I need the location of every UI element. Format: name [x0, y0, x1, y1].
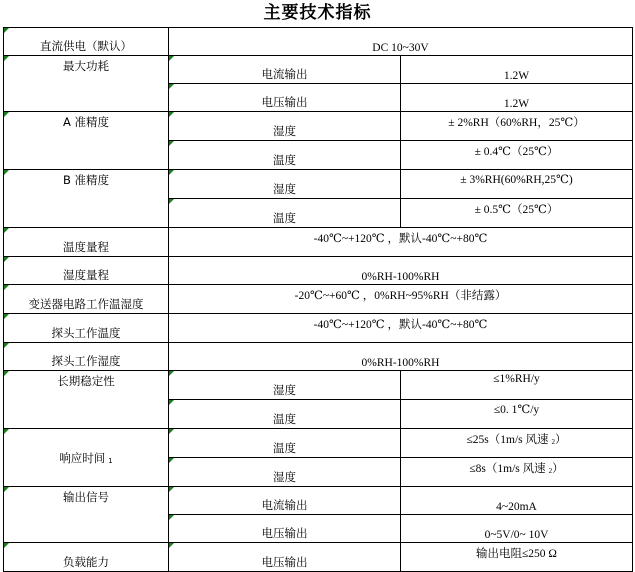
table-row	[4, 429, 633, 458]
row-value: ± 2%RH（60%RH，25℃）	[401, 112, 633, 141]
row-label: 长期稳定性	[4, 371, 169, 429]
row-label: 探头工作湿度	[4, 343, 169, 371]
row-value: 1.2W	[401, 56, 633, 84]
cell-marker	[4, 257, 9, 262]
cell-marker	[169, 371, 174, 376]
row-value: ± 3%RH(60%RH,25℃)	[401, 170, 633, 199]
row-label: A 准精度	[4, 112, 169, 170]
row-label: 最大功耗	[4, 56, 169, 112]
row-value: -20℃~+60℃ ，0%RH~95%RH（非结露）	[169, 285, 633, 314]
cell-marker	[4, 228, 9, 233]
table-row	[4, 487, 633, 515]
cell-marker	[169, 429, 174, 434]
cell-marker	[169, 141, 174, 146]
cell-marker	[169, 56, 174, 61]
cell-marker	[169, 112, 174, 117]
row-sublabel: 温度	[169, 141, 401, 170]
spec-table	[3, 27, 633, 572]
cell-marker	[4, 28, 9, 33]
footnote-marker: 2	[548, 467, 553, 475]
row-value: ± 0.4℃（25℃）	[401, 141, 633, 170]
footnote-marker: 1	[108, 456, 113, 465]
row-sublabel: 湿度	[169, 170, 401, 199]
table-row	[4, 314, 633, 343]
row-label: 直流供电（默认）	[4, 28, 169, 56]
row-value: 0~5V/0~ 10V	[401, 515, 633, 543]
row-label: 温度量程	[4, 228, 169, 257]
row-label: 负载能力	[4, 543, 169, 572]
cell-marker	[169, 458, 174, 463]
cell-marker	[4, 487, 9, 492]
row-label: B 准精度	[4, 170, 169, 228]
cell-marker	[169, 515, 174, 520]
cell-marker	[4, 429, 9, 434]
cell-marker	[4, 56, 9, 61]
cell-marker	[169, 400, 174, 405]
table-row	[4, 170, 633, 199]
row-sublabel: 温度	[169, 400, 401, 429]
table-row	[4, 257, 633, 285]
row-value: -40℃~+120℃ ，默认-40℃~+80℃	[169, 314, 633, 343]
row-value: ≤25s（1m/s 风速 2）	[401, 429, 633, 458]
row-label: 响应时间 1	[4, 429, 169, 487]
row-sublabel: 湿度	[169, 112, 401, 141]
row-label: 探头工作温度	[4, 314, 169, 343]
table-row	[4, 543, 633, 572]
table-row	[4, 228, 633, 257]
row-value: DC 10~30V	[169, 28, 633, 56]
row-sublabel: 电压输出	[169, 84, 401, 112]
table-row	[4, 343, 633, 371]
row-sublabel: 电流输出	[169, 487, 401, 515]
page-title: 主要技术指标	[263, 3, 372, 23]
row-sublabel: 电流输出	[169, 56, 401, 84]
row-value: 0%RH-100%RH	[169, 257, 633, 285]
row-label: 湿度量程	[4, 257, 169, 285]
cell-marker	[4, 112, 9, 117]
table-row	[4, 112, 633, 141]
table-row	[4, 28, 633, 56]
cell-marker	[4, 371, 9, 376]
table-row	[4, 56, 633, 84]
row-value: ≤8s（1m/s 风速 2）	[401, 458, 633, 487]
cell-marker	[4, 285, 9, 290]
row-value: 输出电阻≤250 Ω	[401, 543, 633, 572]
cell-marker	[169, 199, 174, 204]
row-label: 输出信号	[4, 487, 169, 543]
row-label: 变送器电路工作温湿度	[4, 285, 169, 314]
row-value: ≤0. 1℃/y	[401, 400, 633, 429]
row-value: -40℃~+120℃ ，默认-40℃~+80℃	[169, 228, 633, 257]
cell-marker	[4, 170, 9, 175]
row-value: 0%RH-100%RH	[169, 343, 633, 371]
row-value: 1.2W	[401, 84, 633, 112]
row-value: ≤1%RH/y	[401, 371, 633, 400]
row-sublabel: 湿度	[169, 458, 401, 487]
row-sublabel: 温度	[169, 199, 401, 228]
row-value: ± 0.5℃（25℃）	[401, 199, 633, 228]
row-value: 4~20mA	[401, 487, 633, 515]
cell-marker	[4, 314, 9, 319]
cell-marker	[169, 84, 174, 89]
cell-marker	[4, 343, 9, 348]
row-sublabel: 湿度	[169, 371, 401, 400]
row-sublabel: 电压输出	[169, 543, 401, 572]
row-sublabel: 电压输出	[169, 515, 401, 543]
cell-marker	[169, 170, 174, 175]
footnote-marker: 2	[551, 438, 556, 446]
cell-marker	[169, 487, 174, 492]
row-sublabel: 温度	[169, 429, 401, 458]
table-row	[4, 285, 633, 314]
table-row	[4, 371, 633, 400]
